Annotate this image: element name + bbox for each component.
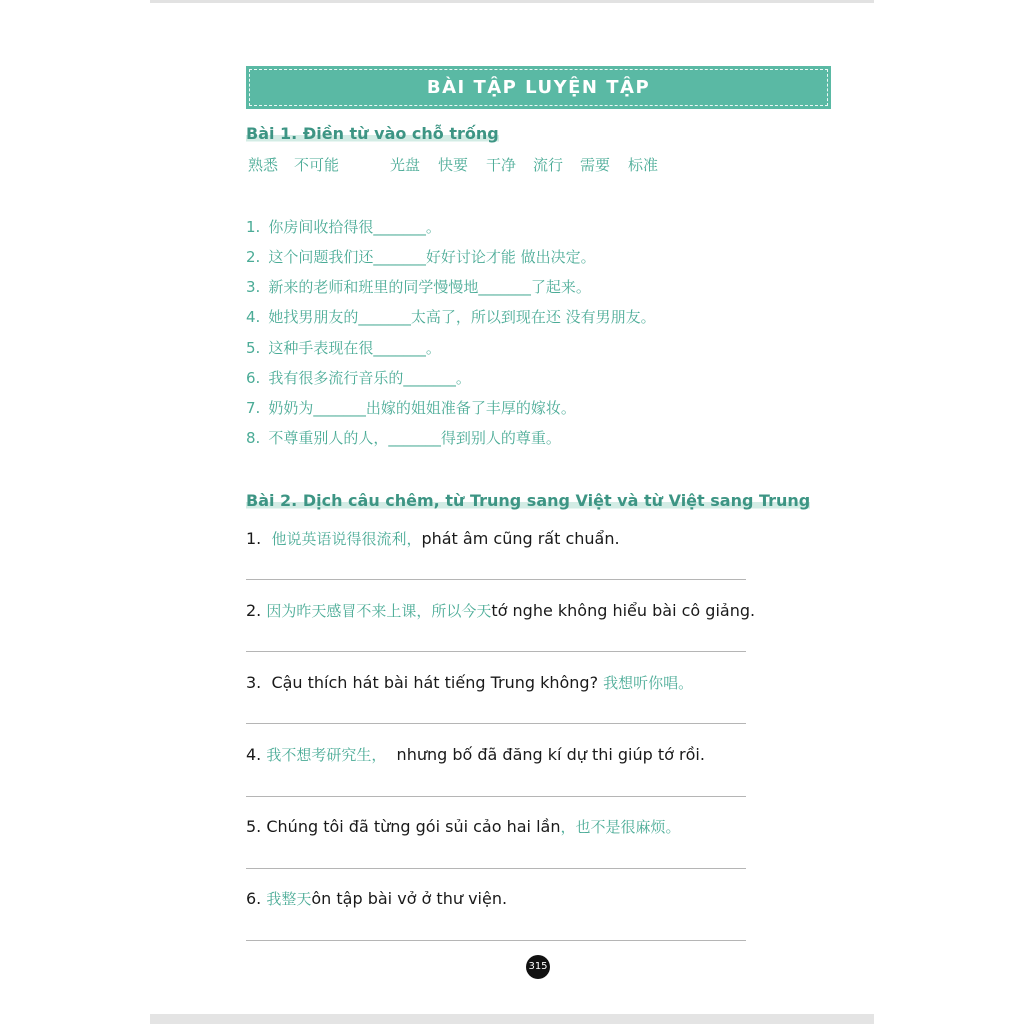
exercise-2-item (246, 528, 620, 549)
item-number: 4. (246, 308, 261, 326)
item-chinese: 我不想考研究生， (266, 746, 387, 764)
word-bank-item: 流行 (533, 156, 564, 174)
exercise-1-item (246, 246, 596, 267)
word-bank-item: 熟悉 (248, 156, 279, 174)
item-text: 新来的老师和班里的同学慢慢地_______了起来。 (268, 278, 591, 296)
item-chinese: 他说英语说得很流利， (271, 530, 422, 548)
answer-line (246, 651, 746, 652)
word-bank-item: 光盘 (390, 156, 421, 174)
exercise-1-item (246, 337, 441, 358)
item-number: 7. (246, 399, 261, 417)
exercise-2-item (246, 888, 507, 909)
item-number: 3. (246, 278, 261, 296)
item-chinese: 因为昨天感冒不来上课，所以今天 (266, 602, 492, 620)
page-bottom-edge (150, 1014, 874, 1024)
item-number: 1. (246, 218, 261, 236)
item-chinese: 我想听你唱。 (603, 674, 694, 692)
word-bank-item: 不可能 (294, 156, 340, 174)
exercise-1-item (246, 397, 576, 418)
item-chinese: 我整天 (266, 890, 312, 908)
exercise-1-item (246, 276, 591, 297)
answer-line (246, 868, 746, 869)
item-number: 4. (246, 745, 262, 764)
header-banner (246, 66, 831, 109)
item-text: 你房间收拾得很_______。 (268, 218, 441, 236)
answer-line (246, 579, 746, 580)
item-number: 2. (246, 601, 262, 620)
item-number: 6. (246, 889, 262, 908)
exercise-2-title: Bài 2. Dịch câu chêm, từ Trung sang Việt và từ Việt sang Trung (246, 491, 811, 510)
item-number: 3. (246, 673, 262, 692)
item-text: 不尊重别人的人，_______得到别人的尊重。 (268, 429, 561, 447)
answer-line (246, 940, 746, 941)
item-number: 2. (246, 248, 261, 266)
answer-line (246, 723, 746, 724)
answer-line (246, 796, 746, 797)
exercise-2-item (246, 816, 680, 837)
item-number: 5. (246, 339, 261, 357)
exercise-1-item (246, 216, 441, 237)
item-text: 这个问题我们还_______好好讨论才能 做出决定。 (268, 248, 596, 266)
item-text: 我有很多流行音乐的_______。 (268, 369, 471, 387)
exercise-1-item (246, 427, 561, 448)
page-top-edge (150, 0, 874, 3)
item-number: 8. (246, 429, 261, 447)
item-number: 5. (246, 817, 262, 836)
item-number: 6. (246, 369, 261, 387)
exercise-2-item (246, 744, 705, 765)
exercise-1-item (246, 367, 471, 388)
item-chinese: ，也不是很麻烦。 (560, 818, 681, 836)
exercise-2-item (246, 672, 693, 693)
item-number: 1. (246, 529, 262, 548)
item-text: 她找男朋友的_______太高了，所以到现在还 没有男朋友。 (268, 308, 656, 326)
item-vietnamese: ôn tập bài vở ở thư viện. (311, 889, 508, 908)
banner-title: BÀI TẬP LUYỆN TẬP (426, 77, 651, 98)
exercise-2-item (246, 600, 755, 621)
exercise-1-item (246, 306, 656, 327)
word-bank-item: 快要 (438, 156, 469, 174)
word-bank-item: 干净 (486, 156, 517, 174)
item-text: 这种手表现在很_______。 (268, 339, 441, 357)
item-vietnamese: phát âm cũng rất chuẩn. (421, 529, 620, 548)
word-bank-item: 需要 (580, 156, 611, 174)
item-vietnamese: nhưng bố đã đăng kí dự thi giúp tớ rồi. (396, 745, 705, 764)
word-bank-item: 标准 (628, 156, 659, 174)
item-vietnamese: Chúng tôi đã từng gói sủi cảo hai lần (266, 817, 561, 836)
item-text: 奶奶为_______出嫁的姐姐准备了丰厚的嫁妆。 (268, 399, 576, 417)
item-vietnamese: tớ nghe không hiểu bài cô giảng. (491, 601, 756, 620)
item-vietnamese: Cậu thích hát bài hát tiếng Trung không? (271, 673, 599, 692)
page-number: 315 (526, 955, 550, 979)
exercise-1-title: Bài 1. Điền từ vào chỗ trống (246, 124, 499, 143)
